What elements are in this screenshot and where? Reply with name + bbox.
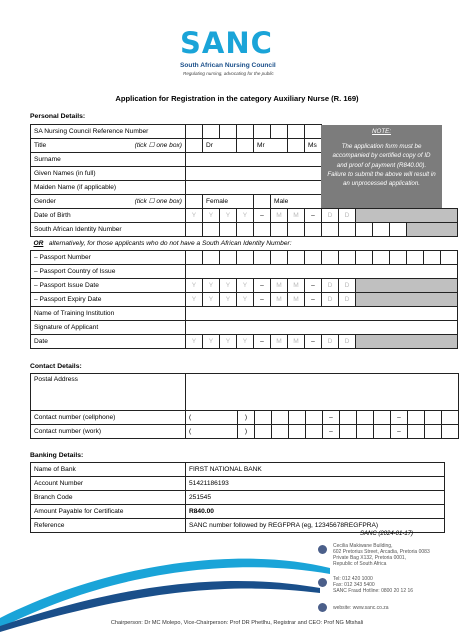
area-open: (: [186, 411, 238, 425]
reference-box[interactable]: [288, 125, 305, 139]
digit-box[interactable]: [289, 411, 306, 425]
or-text: alternatively, for those applicants who do not have a South African Identity Number:: [48, 239, 292, 247]
date-digit-box[interactable]: Y: [186, 209, 203, 223]
account-number-label: Account Number: [31, 477, 186, 491]
form-code: SANC (2024-01-17): [360, 531, 414, 537]
passport-box[interactable]: [407, 251, 424, 265]
bank-name-value: FIRST NATIONAL BANK: [186, 463, 445, 477]
or-word: OR: [33, 239, 44, 247]
location-icon: [318, 545, 327, 554]
id-box[interactable]: [373, 223, 390, 237]
date-separator: –: [254, 209, 271, 223]
date-digit-box[interactable]: D: [339, 279, 356, 293]
shaded-cell: [356, 335, 458, 349]
title-label-text: Title: [34, 141, 47, 149]
sanc-logo: [180, 26, 300, 82]
id-box[interactable]: [237, 223, 254, 237]
passport-box[interactable]: [305, 251, 322, 265]
gender-box[interactable]: [254, 195, 271, 209]
date-digit-box[interactable]: Y: [220, 335, 237, 349]
work-label: Contact number (work): [31, 425, 186, 439]
date-separator: –: [305, 279, 322, 293]
signature-field[interactable]: [186, 321, 458, 335]
digit-box[interactable]: [357, 411, 374, 425]
passport-box[interactable]: [237, 251, 254, 265]
logo-wordmark: SANC: [180, 26, 273, 60]
phone-dash: –: [391, 411, 408, 425]
reference-value: SANC number followed by REGFPRA (eg, 12345678REGFPRA): [186, 519, 445, 533]
address-line: Cecilia Makiwane Building,: [333, 543, 393, 549]
branch-code-label: Branch Code: [31, 491, 186, 505]
dob-label: Date of Birth: [31, 209, 186, 223]
date-digit-box[interactable]: M: [271, 293, 288, 307]
surname-label: Surname: [31, 153, 186, 167]
reference-box[interactable]: [237, 125, 254, 139]
note-text: The application form must be accompanied by certified copy of ID and proof of payment (R840.00). Failure to submit the above will result in an unprocessed application.: [327, 143, 436, 188]
id-box[interactable]: [186, 223, 203, 237]
date-digit-box[interactable]: M: [288, 279, 305, 293]
website-text: website: www.sanc.co.za: [333, 605, 389, 611]
date-separator: –: [305, 209, 322, 223]
contact-heading: Contact Details:: [30, 363, 82, 370]
date-digit-box[interactable]: D: [322, 279, 339, 293]
digit-box[interactable]: [374, 425, 391, 439]
reference-box[interactable]: [254, 125, 271, 139]
digit-box[interactable]: [408, 425, 425, 439]
passport-box[interactable]: [356, 251, 373, 265]
logo-tagline: Regulating nursing, advocating for the public: [183, 71, 274, 76]
passport-box[interactable]: [220, 251, 237, 265]
title-mr: Mr: [254, 139, 288, 153]
date-digit-box[interactable]: Y: [203, 335, 220, 349]
passport-country-field[interactable]: [186, 265, 458, 279]
date-digit-box[interactable]: Y: [203, 279, 220, 293]
id-number-label: South African Identity Number: [31, 223, 186, 237]
digit-box[interactable]: [255, 411, 272, 425]
banking-heading: Banking Details:: [30, 452, 84, 459]
phone-line: Tel: 012 420 1000: [333, 576, 373, 582]
institution-field[interactable]: [186, 307, 458, 321]
digit-box[interactable]: [306, 425, 323, 439]
date-digit-box[interactable]: Y: [203, 209, 220, 223]
id-box[interactable]: [203, 223, 220, 237]
date-digit-box[interactable]: M: [288, 293, 305, 307]
passport-number-label: – Passport Number: [31, 251, 186, 265]
passport-box[interactable]: [271, 251, 288, 265]
chairperson-line: Chairperson: Dr MC Molepo, Vice-Chairperson: Prof DR Phetlhu, Registrar and CEO: Prof NG Mtshali: [110, 620, 364, 626]
shaded-cell: [356, 209, 458, 223]
given-names-label: Given Names (in full): [31, 167, 186, 181]
date-digit-box[interactable]: D: [339, 209, 356, 223]
digit-box[interactable]: [408, 411, 425, 425]
date-digit-box[interactable]: M: [271, 335, 288, 349]
passport-box[interactable]: [203, 251, 220, 265]
id-box[interactable]: [339, 223, 356, 237]
globe-icon: [318, 603, 327, 612]
date-digit-box[interactable]: D: [322, 335, 339, 349]
date-separator: –: [254, 279, 271, 293]
date-separator: –: [305, 293, 322, 307]
passport-box[interactable]: [390, 251, 407, 265]
phone-dash: –: [391, 425, 408, 439]
gender-female: Female: [203, 195, 254, 209]
date-digit-box[interactable]: D: [322, 209, 339, 223]
title-box[interactable]: [186, 139, 203, 153]
digit-box[interactable]: [357, 425, 374, 439]
date-digit-box[interactable]: D: [339, 335, 356, 349]
digit-box[interactable]: [340, 425, 357, 439]
date-digit-box[interactable]: Y: [220, 279, 237, 293]
address-line: Private Bag X132, Pretoria 0001,: [333, 555, 407, 561]
given-names-field[interactable]: [186, 167, 322, 181]
digit-box[interactable]: [425, 411, 442, 425]
title-box[interactable]: [288, 139, 305, 153]
date-digit-box[interactable]: M: [288, 209, 305, 223]
note-box: [321, 125, 442, 208]
address-block: [333, 543, 430, 567]
passport-box[interactable]: [441, 251, 458, 265]
reference-box[interactable]: [271, 125, 288, 139]
cell-label: Contact number (cellphone): [31, 411, 186, 425]
passport-issue-label: – Passport Issue Date: [31, 279, 186, 293]
digit-box[interactable]: [442, 411, 459, 425]
digit-box[interactable]: [255, 425, 272, 439]
area-close: ): [238, 425, 255, 439]
account-number-value: 51421186193: [186, 477, 445, 491]
gender-box[interactable]: [186, 195, 203, 209]
reference-box[interactable]: [305, 125, 322, 139]
date-separator: –: [254, 293, 271, 307]
digit-box[interactable]: [374, 411, 391, 425]
date-digit-box[interactable]: Y: [186, 293, 203, 307]
reference-label: SA Nursing Council Reference Number: [31, 125, 186, 139]
passport-box[interactable]: [373, 251, 390, 265]
address-line: 602 Pretorius Street, Arcadia, Pretoria 0083: [333, 549, 430, 555]
area-close: ): [238, 411, 255, 425]
passport-box[interactable]: [424, 251, 441, 265]
banking-table: [30, 462, 445, 533]
shaded-cell: [356, 293, 458, 307]
phone-line: SANC Fraud Hotline: 0800 20 12 16: [333, 588, 414, 594]
note-title: NOTE:: [372, 128, 391, 135]
passport-box[interactable]: [288, 251, 305, 265]
digit-box[interactable]: [272, 425, 289, 439]
form-title: Application for Registration in the category Auxiliary Nurse (R. 169): [115, 94, 359, 103]
date-digit-box[interactable]: Y: [237, 279, 254, 293]
date-digit-box[interactable]: M: [271, 279, 288, 293]
title-ms: Ms: [305, 139, 322, 153]
bank-name-label: Name of Bank: [31, 463, 186, 477]
date-digit-box[interactable]: Y: [237, 335, 254, 349]
phone-dash: –: [323, 425, 340, 439]
id-box[interactable]: [390, 223, 407, 237]
date-digit-box[interactable]: Y: [186, 279, 203, 293]
passport-box[interactable]: [322, 251, 339, 265]
id-box[interactable]: [271, 223, 288, 237]
id-box[interactable]: [254, 223, 271, 237]
id-box[interactable]: [356, 223, 373, 237]
digit-box[interactable]: [340, 411, 357, 425]
title-label: [31, 139, 186, 153]
digit-box[interactable]: [289, 425, 306, 439]
shaded-cell: [407, 223, 458, 237]
date-digit-box[interactable]: Y: [220, 209, 237, 223]
area-open: (: [186, 425, 238, 439]
shaded-cell: [356, 279, 458, 293]
id-box[interactable]: [322, 223, 339, 237]
personal-heading: Personal Details:: [30, 113, 86, 120]
passport-box[interactable]: [186, 251, 203, 265]
date-digit-box[interactable]: Y: [237, 209, 254, 223]
reference-box[interactable]: [220, 125, 237, 139]
signature-label: Signature of Applicant: [31, 321, 186, 335]
amount-value: R840.00: [186, 505, 445, 519]
digit-box[interactable]: [425, 425, 442, 439]
address-line: Republic of South Africa: [333, 561, 387, 567]
date-digit-box[interactable]: D: [339, 293, 356, 307]
phone-dash: –: [323, 411, 340, 425]
date-label: Date: [31, 335, 186, 349]
date-digit-box[interactable]: M: [271, 209, 288, 223]
phone-line: Fax: 012 343 5400: [333, 582, 375, 588]
passport-expiry-label: – Passport Expiry Date: [31, 293, 186, 307]
date-digit-box[interactable]: Y: [203, 293, 220, 307]
reference-box[interactable]: [203, 125, 220, 139]
digit-box[interactable]: [442, 425, 459, 439]
id-box[interactable]: [305, 223, 322, 237]
postal-field[interactable]: [186, 374, 459, 411]
gender-label: [31, 195, 186, 209]
id-box[interactable]: [288, 223, 305, 237]
reference-box[interactable]: [186, 125, 203, 139]
tick-hint: (tick ☐ one box): [134, 141, 182, 149]
date-digit-box[interactable]: D: [322, 293, 339, 307]
contact-table: [30, 373, 459, 439]
reference-label: Reference: [31, 519, 186, 533]
branch-code-value: 251545: [186, 491, 445, 505]
date-digit-box[interactable]: Y: [220, 293, 237, 307]
postal-label: Postal Address: [31, 374, 186, 411]
title-dr: Dr: [203, 139, 237, 153]
or-row: [31, 237, 458, 251]
date-digit-box[interactable]: Y: [237, 293, 254, 307]
phone-block: [333, 576, 413, 594]
id-box[interactable]: [220, 223, 237, 237]
digit-box[interactable]: [272, 411, 289, 425]
tick-hint: (tick ☐ one box): [134, 197, 182, 205]
title-box[interactable]: [237, 139, 254, 153]
date-separator: –: [254, 335, 271, 349]
digit-box[interactable]: [306, 411, 323, 425]
amount-label: Amount Payable for Certificate: [31, 505, 186, 519]
passport-box[interactable]: [254, 251, 271, 265]
date-separator: –: [305, 335, 322, 349]
phone-icon: [318, 578, 327, 587]
passport-box[interactable]: [339, 251, 356, 265]
institution-label: Name of Training Institution: [31, 307, 186, 321]
date-digit-box[interactable]: M: [288, 335, 305, 349]
logo-council-name: South African Nursing Council: [180, 62, 276, 69]
passport-country-label: – Passport Country of Issue: [31, 265, 186, 279]
date-digit-box[interactable]: Y: [186, 335, 203, 349]
maiden-label: Maiden Name (if applicable): [31, 181, 186, 195]
gender-male: Male: [271, 195, 322, 209]
maiden-field[interactable]: [186, 181, 322, 195]
surname-field[interactable]: [186, 153, 322, 167]
gender-label-text: Gender: [34, 197, 56, 205]
